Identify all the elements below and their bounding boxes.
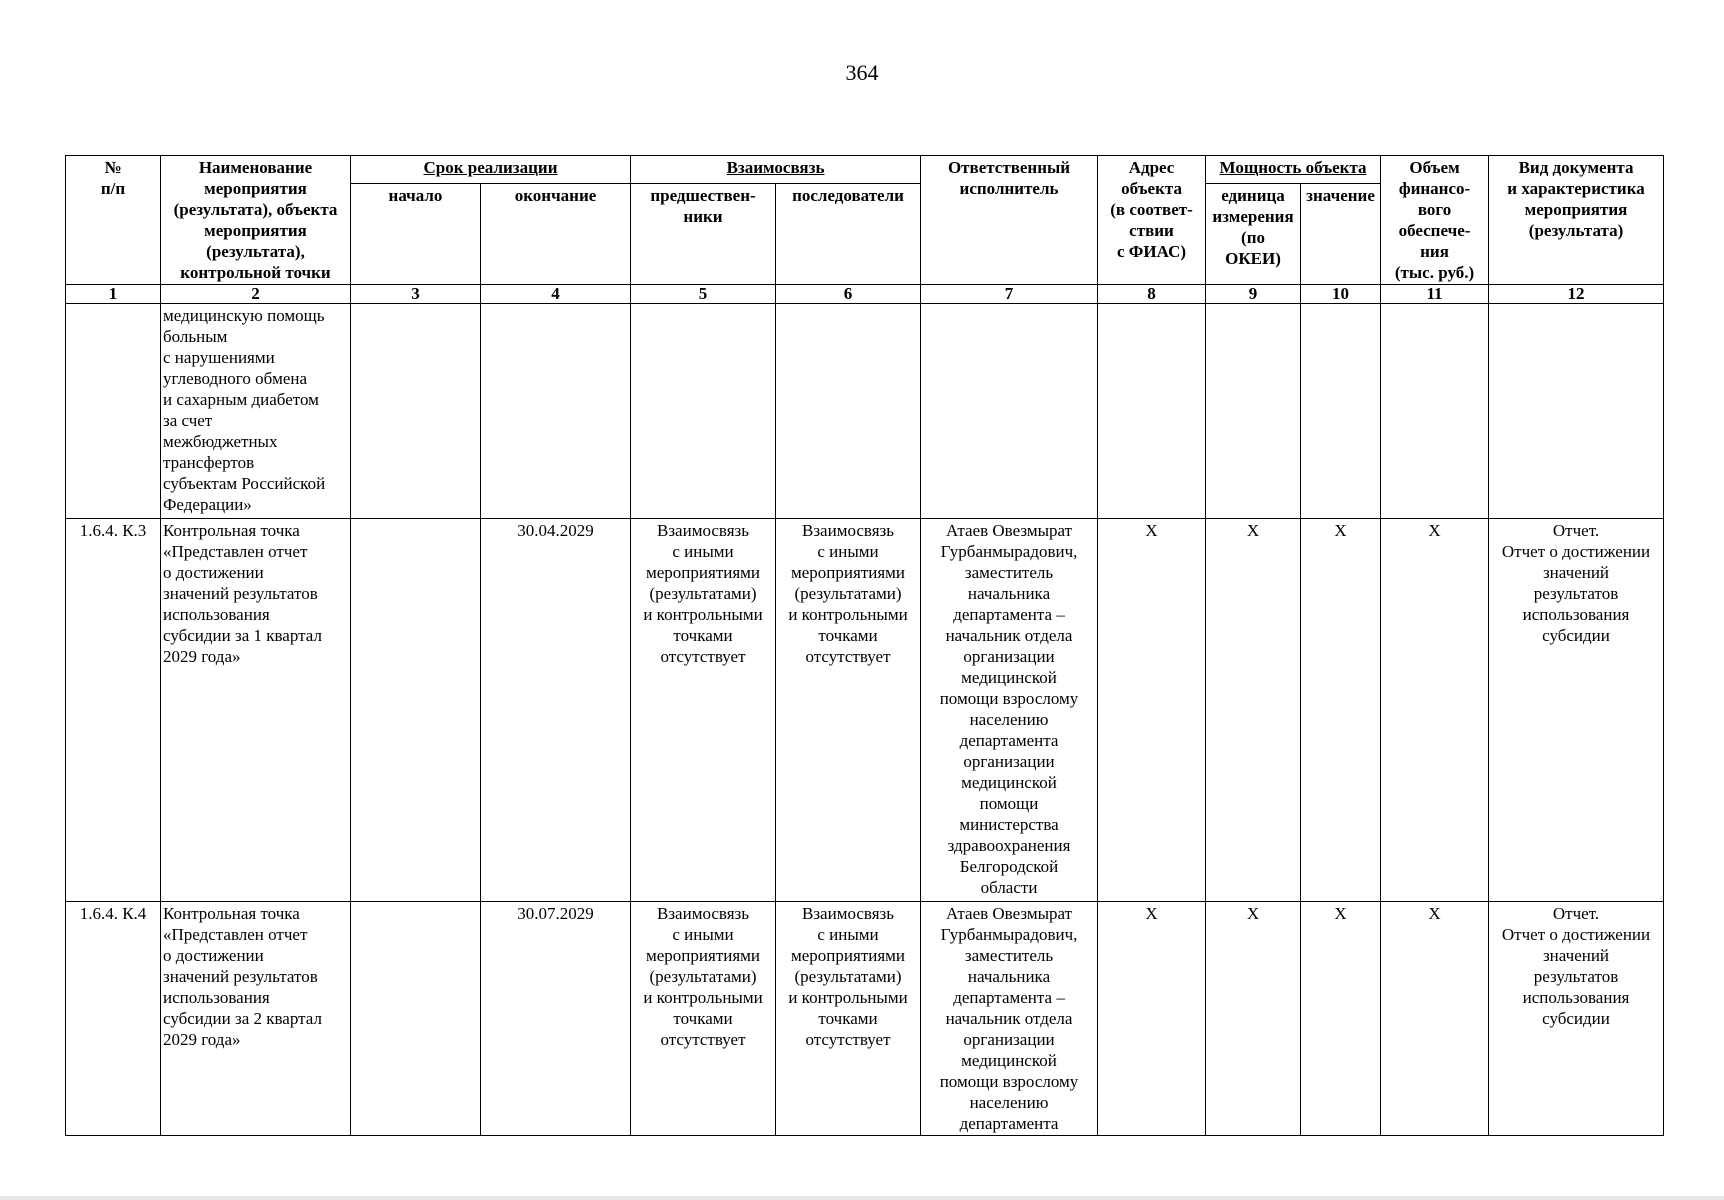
header-term: Срок реализации xyxy=(351,156,631,184)
cell-doc-type xyxy=(1489,304,1664,519)
cell-name: Контрольная точка «Представлен отчет о достижении значений результатов использования субсидии за 2 квартал 2029 года» xyxy=(161,902,351,1136)
header-name: Наименование мероприятия (результата), объекта мероприятия (результата), контрольной точки xyxy=(161,156,351,285)
table-row xyxy=(66,902,1664,1136)
cell-finance: X xyxy=(1381,519,1489,902)
column-number: 4 xyxy=(481,285,631,304)
cell-successors xyxy=(776,304,921,519)
table-row xyxy=(66,519,1664,902)
column-number: 10 xyxy=(1301,285,1381,304)
cell-num: 1.6.4. К.3 xyxy=(66,519,161,902)
cell-num xyxy=(66,304,161,519)
column-number: 2 xyxy=(161,285,351,304)
cell-num: 1.6.4. К.4 xyxy=(66,902,161,1136)
cell-start xyxy=(351,304,481,519)
header-value: значение xyxy=(1301,183,1381,284)
cell-unit xyxy=(1206,304,1301,519)
column-number: 7 xyxy=(921,285,1098,304)
cell-doc-type: Отчет. Отчет о достижении значений результатов использования субсидии xyxy=(1489,902,1664,1136)
cell-predecessors: Взаимосвязь с иными мероприятиями (результатами) и контрольными точками отсутствует xyxy=(631,902,776,1136)
header-num: № п/п xyxy=(66,156,161,285)
header-predecessors: предшествен- ники xyxy=(631,183,776,284)
cell-unit: X xyxy=(1206,902,1301,1136)
header-relation: Взаимосвязь xyxy=(631,156,921,184)
column-number: 1 xyxy=(66,285,161,304)
header-end: окончание xyxy=(481,183,631,284)
column-number: 8 xyxy=(1098,285,1206,304)
cell-end: 30.04.2029 xyxy=(481,519,631,902)
column-number: 12 xyxy=(1489,285,1664,304)
cell-address: X xyxy=(1098,902,1206,1136)
table-row xyxy=(66,304,1664,519)
header-responsible: Ответственный исполнитель xyxy=(921,156,1098,285)
header-unit: единица измерения (по ОКЕИ) xyxy=(1206,183,1301,284)
header-address: Адрес объекта (в соответ- ствии с ФИАС) xyxy=(1098,156,1206,285)
cell-unit: X xyxy=(1206,519,1301,902)
cell-value: X xyxy=(1301,519,1381,902)
cell-name: Контрольная точка «Представлен отчет о достижении значений результатов использования субсидии за 1 квартал 2029 года» xyxy=(161,519,351,902)
cell-address xyxy=(1098,304,1206,519)
page-bottom-edge xyxy=(0,1196,1724,1200)
header-doc-type: Вид документа и характеристика мероприятия (результата) xyxy=(1489,156,1664,285)
column-number: 6 xyxy=(776,285,921,304)
column-number: 5 xyxy=(631,285,776,304)
cell-start xyxy=(351,519,481,902)
cell-responsible xyxy=(921,304,1098,519)
page-number: 364 xyxy=(845,60,879,85)
header-finance: Объем финансо- вого обеспече- ния (тыс. руб.) xyxy=(1381,156,1489,285)
cell-doc-type: Отчет. Отчет о достижении значений результатов использования субсидии xyxy=(1489,519,1664,902)
header-successors: последователи xyxy=(776,183,921,284)
column-number: 3 xyxy=(351,285,481,304)
plan-table xyxy=(65,155,1664,1136)
cell-value: X xyxy=(1301,902,1381,1136)
cell-responsible: Атаев Овезмырат Гурбанмырадович, заместитель начальника департамента – начальник отдела организации медицинской помощи взрослому населению департамента xyxy=(921,902,1098,1136)
cell-value xyxy=(1301,304,1381,519)
cell-address: X xyxy=(1098,519,1206,902)
cell-end: 30.07.2029 xyxy=(481,902,631,1136)
cell-successors: Взаимосвязь с иными мероприятиями (результатами) и контрольными точками отсутствует xyxy=(776,902,921,1136)
header-capacity: Мощность объекта xyxy=(1206,156,1381,184)
cell-responsible: Атаев Овезмырат Гурбанмырадович, заместитель начальника департамента – начальник отдела организации медицинской помощи взрослому населению департамента организации медицинской помощи министерства здравоохранения Белгородской области xyxy=(921,519,1098,902)
cell-successors: Взаимосвязь с иными мероприятиями (результатами) и контрольными точками отсутствует xyxy=(776,519,921,902)
cell-predecessors: Взаимосвязь с иными мероприятиями (результатами) и контрольными точками отсутствует xyxy=(631,519,776,902)
cell-finance: X xyxy=(1381,902,1489,1136)
cell-end xyxy=(481,304,631,519)
cell-predecessors xyxy=(631,304,776,519)
cell-name: медицинскую помощь больным с нарушениями углеводного обмена и сахарным диабетом за счет межбюджетных трансфертов субъектам Российской Федерации» xyxy=(161,304,351,519)
column-number: 11 xyxy=(1381,285,1489,304)
column-number-row xyxy=(66,285,1664,304)
cell-finance xyxy=(1381,304,1489,519)
header-start: начало xyxy=(351,183,481,284)
cell-start xyxy=(351,902,481,1136)
column-number: 9 xyxy=(1206,285,1301,304)
